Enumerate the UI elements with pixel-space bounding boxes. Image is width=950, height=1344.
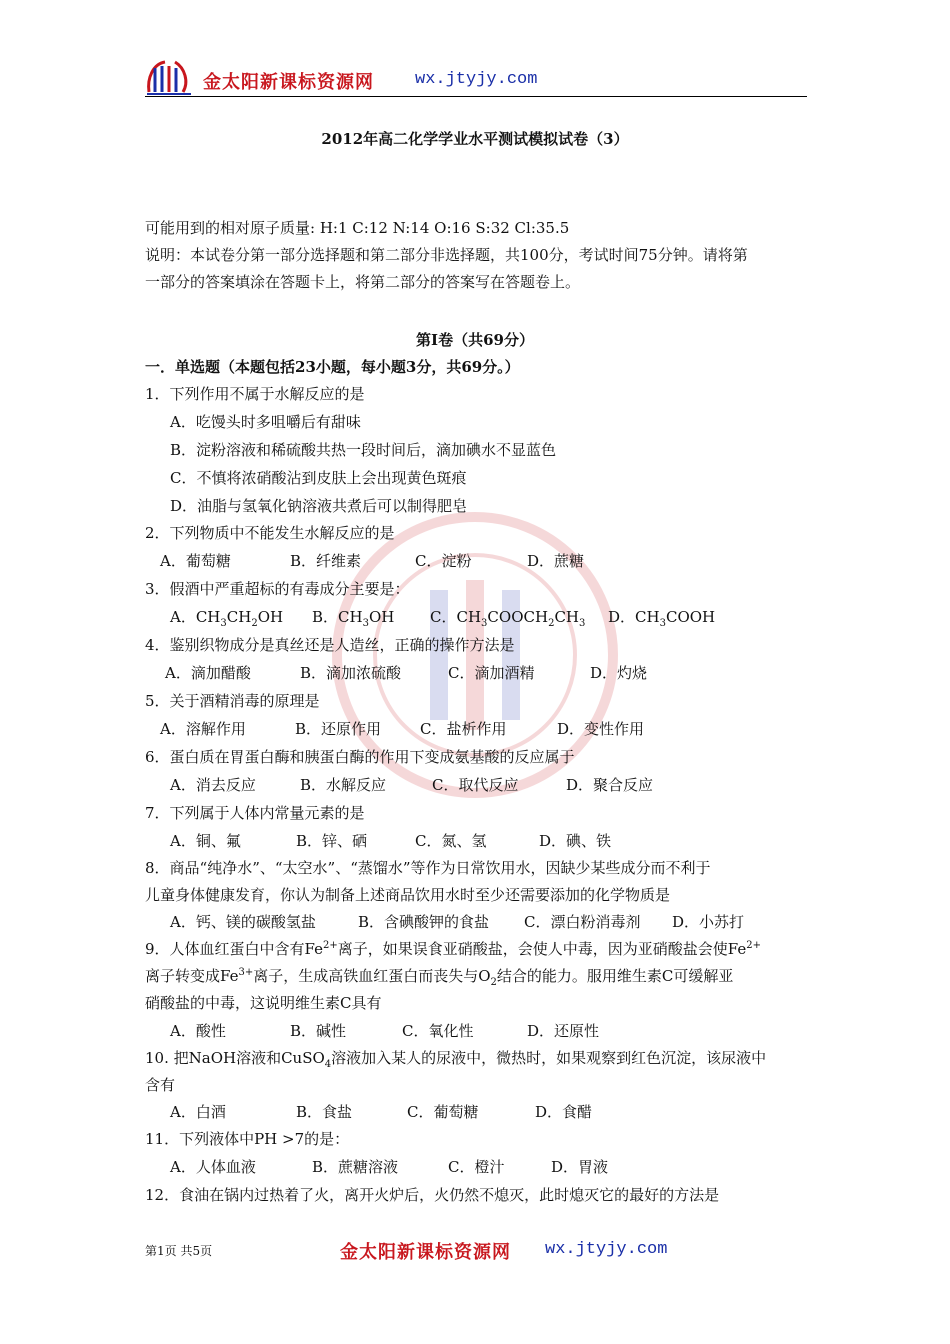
q9-option-a: A．酸性 <box>170 1022 226 1040</box>
q10-option-c: C．葡萄糖 <box>407 1103 479 1121</box>
q11-option-d: D．胃液 <box>551 1158 609 1176</box>
q12-stem: 12．食油在锅内过热着了火，离开火炉后，火仍然不熄灭，此时熄灭它的最好的方法是 <box>145 1186 720 1204</box>
document-title: 2012年高二化学学业水平测试模拟试卷（3） <box>321 130 629 148</box>
q1-stem: 1．下列作用不属于水解反应的是 <box>145 385 365 403</box>
page-number: 第1页 共5页 <box>145 1244 213 1258</box>
q11-option-b: B．蔗糖溶液 <box>312 1158 399 1176</box>
q4-option-d: D．灼烧 <box>590 664 648 682</box>
q4-option-b: B．滴加浓硫酸 <box>300 664 402 682</box>
q8-option-b: B．含碘酸钾的食盐 <box>358 913 490 931</box>
q5-stem: 5．关于酒精消毒的原理是 <box>145 692 320 710</box>
header-divider <box>145 96 807 97</box>
q10-option-b: B．食盐 <box>296 1103 353 1121</box>
header <box>145 58 807 98</box>
q2-option-b: B．纤维素 <box>290 552 362 570</box>
q1-option-c: C．不慎将浓硝酸沾到皮肤上会出现黄色斑痕 <box>170 469 467 487</box>
q11-option-a: A．人体血液 <box>170 1158 256 1176</box>
q4-option-a: A．滴加醋酸 <box>165 664 251 682</box>
q3-option-a: A．$CH_3CH_2OH$ <box>170 608 284 629</box>
q9-option-d: D．还原性 <box>527 1022 600 1040</box>
q5-option-d: D．变性作用 <box>557 720 645 738</box>
q3-stem: 3．假酒中严重超标的有毒成分主要是： <box>145 580 410 598</box>
q9-stem-line-2: 离子转变成$Fe^{3+}$离子，生成高铁血红蛋白而丧失与$O_2$结合的能力。服用维生素C可缓解亚 <box>145 967 734 988</box>
q5-option-a: A．溶解作用 <box>160 720 246 738</box>
q8-option-c: C．漂白粉消毒剂 <box>524 913 641 931</box>
section-title: 一．单选题（本题包括23小题，每小题3分，共69分。） <box>145 358 520 376</box>
atomic-masses: 可能用到的相对原子质量: H:1 C:12 N:14 O:16 S:32 Cl:35.5 <box>145 219 570 237</box>
instructions-line-2: 一部分的答案填涂在答题卡上，将第二部分的答案写在答题卷上。 <box>145 273 581 291</box>
q9-stem-line-3: 硝酸盐的中毒，这说明维生素C具有 <box>145 994 382 1012</box>
footer-url-link[interactable]: wx.jtyjy.com <box>545 1240 668 1259</box>
q7-option-b: B．锌、硒 <box>296 832 368 850</box>
q3-option-d: D．$CH_3COOH$ <box>608 608 716 629</box>
q6-option-d: D．聚合反应 <box>566 776 654 794</box>
q2-option-d: D．蔗糖 <box>527 552 585 570</box>
q8-stem-line-2: 儿童身体健康发育，你认为制备上述商品饮用水时至少还需要添加的化学物质是 <box>145 886 671 904</box>
header-url-link[interactable]: wx.jtyjy.com <box>415 70 538 89</box>
q4-stem: 4．鉴别织物成分是真丝还是人造丝，正确的操作方法是 <box>145 636 515 654</box>
q2-stem: 2．下列物质中不能发生水解反应的是 <box>145 524 395 542</box>
q10-option-d: D．食醋 <box>535 1103 593 1121</box>
q4-option-c: C．滴加酒精 <box>448 664 535 682</box>
q8-stem-line-1: 8．商品“纯净水”、“太空水”、“蒸馏水”等作为日常饮用水，因缺少某些成分而不利于 <box>145 859 711 877</box>
q7-option-a: A．铜、氟 <box>170 832 241 850</box>
q5-option-b: B．还原作用 <box>295 720 382 738</box>
q1-option-d: D．油脂与氢氧化钠溶液共煮后可以制得肥皂 <box>170 497 468 515</box>
q9-stem-line-1: 9．人体血红蛋白中含有$Fe^{2+}$离子，如果误食亚硝酸盐，会使人中毒，因为亚硝酸盐会使$Fe^{2+}$ <box>145 940 761 958</box>
q2-option-a: A．葡萄糖 <box>160 552 231 570</box>
q1-option-b: B．淀粉溶液和稀硫酸共热一段时间后，滴加碘水不显蓝色 <box>170 441 557 459</box>
q10-stem-line-2: 含有 <box>145 1076 176 1094</box>
q6-stem: 6．蛋白质在胃蛋白酶和胰蛋白酶的作用下变成氨基酸的反应属于 <box>145 748 575 766</box>
q9-option-b: B．碱性 <box>290 1022 347 1040</box>
q9-option-c: C．氧化性 <box>402 1022 474 1040</box>
q7-option-c: C．氮、氢 <box>415 832 487 850</box>
q8-option-a: A．钙、镁的碳酸氢盐 <box>170 913 316 931</box>
q3-option-b: B．$CH_3OH$ <box>312 608 395 629</box>
q1-option-a: A．吃馒头时多咀嚼后有甜味 <box>170 413 361 431</box>
q10-option-a: A．白酒 <box>170 1103 226 1121</box>
header-brand: 金太阳新课标资源网 <box>203 72 374 93</box>
instructions-line-1: 说明：本试卷分第一部分选择题和第二部分非选择题，共100分，考试时间75分钟。请将第 <box>145 246 748 264</box>
q8-option-d: D．小苏打 <box>672 913 745 931</box>
q5-option-c: C．盐析作用 <box>420 720 507 738</box>
q7-option-d: D．碘、铁 <box>539 832 612 850</box>
q6-option-a: A．消去反应 <box>170 776 256 794</box>
q10-stem-line-1: 10. 把NaOH溶液和CuSO$_4$溶液加入某人的尿液中，微热时，如果观察到红色沉淀，该尿液中 <box>145 1049 767 1070</box>
q2-option-c: C．淀粉 <box>415 552 472 570</box>
q11-option-c: C．橙汁 <box>448 1158 505 1176</box>
footer-brand: 金太阳新课标资源网 <box>340 1242 511 1263</box>
q11-stem: 11．下列液体中PH >7的是： <box>145 1130 350 1148</box>
q6-option-c: C．取代反应 <box>432 776 519 794</box>
part-title: 第Ⅰ卷（共69分） <box>416 331 534 349</box>
brand-logo-icon <box>145 58 197 98</box>
q3-option-c: C．$CH_3COOCH_2CH_3$ <box>430 608 586 629</box>
q6-option-b: B．水解反应 <box>300 776 387 794</box>
q7-stem: 7．下列属于人体内常量元素的是 <box>145 804 365 822</box>
